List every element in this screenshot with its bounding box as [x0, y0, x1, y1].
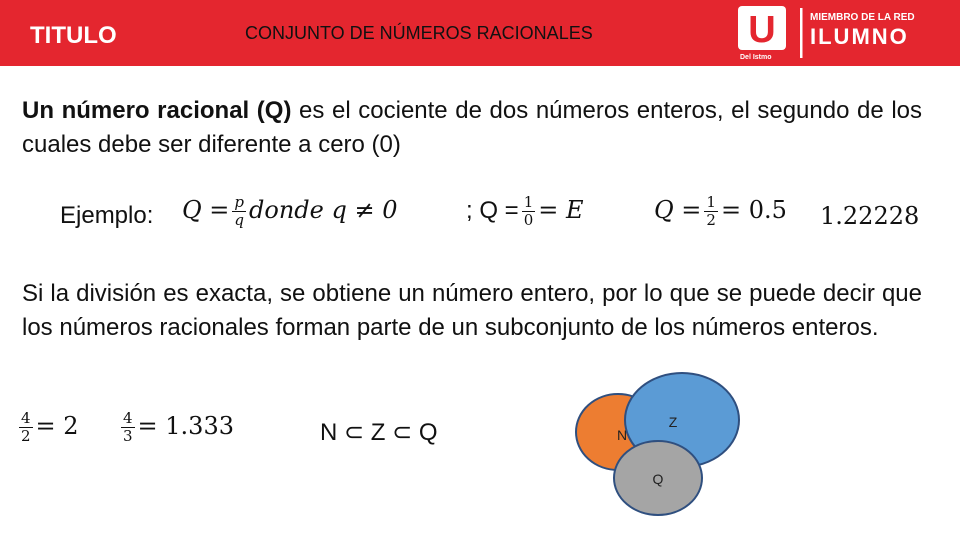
def-lhs: Q = [182, 196, 230, 224]
logo-line1: MIEMBRO DE LA RED [810, 12, 915, 23]
f1-result: = 2 [35, 412, 79, 440]
example-three [654, 194, 787, 229]
ex3-result: = 0.5 [720, 196, 787, 224]
logo-line2: ILUMNO [810, 24, 909, 49]
example-definition [182, 194, 398, 229]
ex3-denominator: 2 [706, 211, 716, 229]
definition-paragraph [22, 94, 922, 162]
def-denominator: q [234, 211, 245, 229]
venn-diagram [560, 370, 760, 540]
f2-denominator: 3 [123, 427, 133, 445]
fraction-example-2 [118, 410, 234, 445]
fraction-example-1 [16, 410, 79, 445]
ex2-denominator: 0 [523, 211, 534, 229]
slide-subtitle: CONJUNTO DE NÚMEROS RACIONALES [245, 23, 593, 43]
ex2-prefix: ; Q = [466, 196, 519, 224]
ex2-numerator: 1 [523, 193, 534, 211]
def-condition: donde q ≠ 0 [249, 196, 398, 224]
f1-denominator: 2 [21, 427, 31, 445]
def-numerator: p [234, 193, 245, 211]
example-four: 1.22228 [820, 202, 920, 230]
bottom-row [0, 410, 960, 460]
definition-term: Un número racional (Q) [22, 97, 292, 124]
subset-relation: N ⊂ Z ⊂ Q [320, 419, 438, 446]
ilumno-logo [736, 4, 946, 62]
ex3-numerator: 1 [706, 193, 716, 211]
set-q-label: Q [652, 471, 664, 487]
set-z-label: Z [668, 414, 678, 430]
example-two [466, 194, 584, 229]
definition-text: es el cociente de dos números enteros, el segundo de los cuales debe ser diferente a cero (0) [22, 97, 922, 158]
example-label: Ejemplo: [60, 202, 154, 229]
logo-tagline: Del Istmo [740, 54, 772, 61]
set-n-label: N [616, 427, 628, 443]
example-row [0, 192, 960, 242]
header-bar [0, 0, 960, 66]
f2-numerator: 4 [123, 409, 133, 427]
slide-title: TITULO [30, 22, 117, 49]
ex2-result: = E [538, 195, 584, 224]
subset-paragraph: Si la división es exacta, se obtiene un número entero, por lo que se puede decir que los números racionales forman parte de un subconjunto de los números enteros. [22, 280, 922, 341]
f2-result: = 1.333 [137, 412, 234, 440]
f1-numerator: 4 [21, 409, 31, 427]
logo-mark: U [748, 9, 776, 51]
ex3-lhs: Q = [654, 196, 702, 224]
